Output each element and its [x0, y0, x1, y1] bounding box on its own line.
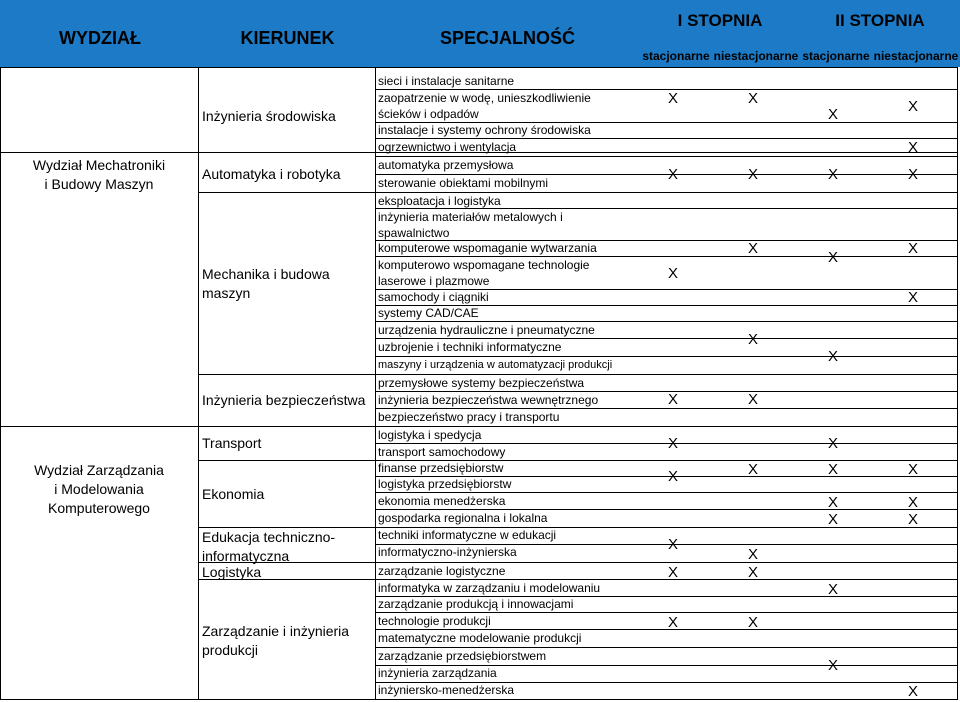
check-mark: X [827, 461, 838, 478]
row-separator [375, 138, 958, 139]
header-stopien-2: II STOPNIA [835, 11, 925, 30]
faculty-cell [0, 461, 198, 518]
row-separator [375, 305, 958, 306]
specialty-line: instalacje i systemy ochrony środowiska [378, 123, 591, 137]
specialty-line: informatyka w zarządzaniu i modelowaniu [378, 581, 601, 595]
direction-name: Ekonomia [202, 486, 265, 502]
header-kierunek: KIERUNEK [240, 28, 335, 48]
row-separator [375, 356, 958, 357]
direction-name: informatyczna [202, 548, 290, 564]
row-separator [0, 152, 958, 153]
check-mark: X [907, 461, 918, 478]
specialty-line: automatyka przemysłowa [378, 158, 514, 172]
row-separator [375, 612, 958, 613]
specialty-line: transport samochodowy [378, 445, 506, 459]
table-header [0, 0, 960, 67]
direction-cell [202, 391, 365, 410]
row-separator [375, 240, 958, 241]
specialty-line: maszyny i urządzenia w automatyzacji produkcji [378, 359, 613, 371]
specialty-line: techniki informatyczne w edukacji [378, 528, 557, 542]
specialty-line: eksploatacja i logistyka [378, 194, 501, 208]
check-mark: X [747, 564, 758, 581]
specialty-line: technologie produkcji [378, 614, 491, 628]
check-mark: X [747, 614, 758, 631]
specialty-line: uzbrojenie i techniki informatyczne [378, 340, 562, 354]
check-mark: X [907, 98, 918, 115]
check-mark: X [827, 166, 838, 183]
direction-cell [202, 165, 341, 184]
check-mark: X [827, 348, 838, 365]
row-separator [198, 562, 958, 563]
specialty-line: spawalnictwo [378, 226, 450, 240]
row-separator [198, 192, 958, 193]
faculty-name-line: Wydział Mechatroniki [32, 157, 166, 173]
check-mark: X [667, 90, 678, 107]
check-mark: X [747, 461, 758, 478]
check-mark: X [667, 435, 678, 452]
row-separator [375, 509, 958, 510]
check-mark: X [667, 391, 678, 408]
check-mark: X [747, 240, 758, 257]
specialty-line: inżynieria zarządzania [378, 666, 497, 680]
check-mark: X [747, 331, 758, 348]
header-stac-1: stacjonarne [642, 49, 710, 63]
row-separator [375, 321, 958, 322]
row-separator [198, 460, 958, 461]
check-mark: X [907, 511, 918, 528]
check-mark: X [667, 564, 678, 581]
direction-name: maszyn [202, 285, 251, 301]
specialty-line: ścieków i odpadów [378, 107, 479, 121]
specialty-line: zarządzanie przedsiębiorstwem [378, 649, 547, 663]
direction-name: Zarządzanie i inżynieria [202, 623, 350, 639]
direction-name: Inżynieria bezpieczeństwa [202, 392, 366, 408]
row-separator [375, 682, 958, 683]
specialty-line: komputerowe wspomaganie wytwarzania [378, 241, 597, 255]
row-separator [375, 89, 958, 90]
column-separator [198, 67, 199, 700]
check-mark: X [907, 494, 918, 511]
check-mark: X [667, 468, 678, 485]
check-mark: X [827, 511, 838, 528]
check-mark: X [827, 494, 838, 511]
row-separator [375, 289, 958, 290]
specialty-line: zarządzanie logistyczne [378, 564, 506, 578]
column-separator [375, 67, 376, 700]
specialty-line: ogrzewnictwo i wentylacja [378, 140, 517, 154]
specialty-line: inżynieria bezpieczeństwa wewnętrznego [378, 393, 599, 407]
row-separator [375, 338, 958, 339]
check-mark: X [827, 657, 838, 674]
faculty-cell [0, 156, 198, 194]
specialty-line: urządzenia hydrauliczne i pneumatyczne [378, 323, 595, 337]
header-specjalnosc: SPECJALNOŚĆ [439, 28, 576, 48]
row-separator [198, 579, 958, 580]
check-mark: X [747, 166, 758, 183]
direction-cell [202, 265, 330, 303]
specialty-line: komputerowo wspomagane technologie [378, 258, 590, 272]
specialty-line: sieci i instalacje sanitarne [378, 74, 515, 88]
row-separator [198, 527, 958, 528]
check-mark: X [667, 536, 678, 553]
specialty-line: informatyczno-inżynierska [378, 545, 517, 559]
header-niestac-2: niestacjonarne [873, 49, 959, 63]
direction-name: Mechanika i budowa [202, 266, 330, 282]
specialty-line: logistyka i spedycja [378, 428, 482, 442]
specialty-line: bezpieczeństwo pracy i transportu [378, 410, 560, 424]
specialty-line: zarządzanie produkcją i innowacjami [378, 597, 574, 611]
direction-cell [202, 434, 261, 453]
direction-name: Automatyka i robotyka [202, 166, 341, 182]
row-separator [198, 374, 958, 375]
header-stac-2: stacjonarne [802, 49, 870, 63]
check-mark: X [827, 106, 838, 123]
direction-cell [202, 107, 336, 126]
row-separator [375, 122, 958, 123]
direction-name: Inżynieria środowiska [202, 108, 336, 124]
specialty-line: matematyczne modelowanie produkcji [378, 631, 582, 645]
row-separator [375, 665, 958, 666]
check-mark: X [667, 166, 678, 183]
row-separator [375, 156, 958, 157]
header-niestac-1: niestacjonarne [713, 49, 799, 63]
row-separator [375, 596, 958, 597]
row-separator [375, 492, 958, 493]
faculty-name-line: Komputerowego [48, 500, 150, 516]
check-mark: X [747, 391, 758, 408]
direction-cell [202, 622, 349, 660]
faculty-name-line: i Budowy Maszyn [44, 176, 154, 192]
row-separator [375, 208, 958, 209]
specialty-line: gospodarka regionalna i lokalna [378, 511, 548, 525]
faculty-name-line: i Modelowania [54, 481, 144, 497]
check-mark: X [827, 249, 838, 266]
specialty-line: zaopatrzenie w wodę, unieszkodliwienie [378, 91, 591, 105]
check-mark: X [827, 435, 838, 452]
header-stopien-1: I STOPNIA [677, 11, 763, 30]
specialty-line: laserowe i plazmowe [378, 274, 490, 288]
check-mark: X [667, 614, 678, 631]
specialty-line: finanse przedsiębiorstw [378, 461, 504, 475]
direction-name: Edukacja techniczno- [202, 529, 336, 545]
check-mark: X [827, 581, 838, 598]
faculty-name-line: Wydział Zarządzania [34, 462, 164, 478]
check-mark: X [907, 166, 918, 183]
specialty-line: inżynieria materiałów metalowych i [378, 210, 563, 224]
check-mark: X [747, 546, 758, 563]
check-mark: X [667, 265, 678, 282]
check-mark: X [907, 289, 918, 306]
row-separator [375, 408, 958, 409]
direction-cell [202, 485, 264, 504]
specialty-line: sterowanie obiektami mobilnymi [378, 176, 549, 190]
check-mark: X [907, 240, 918, 257]
header-wydzial: WYDZIAŁ [59, 28, 141, 48]
row-separator [0, 426, 958, 427]
specialty-line: systemy CAD/CAE [378, 306, 479, 320]
check-mark: X [907, 683, 918, 700]
direction-cell [202, 528, 335, 566]
specialty-line: przemysłowe systemy bezpieczeństwa [378, 376, 585, 390]
specialty-line: samochody i ciągniki [378, 290, 489, 304]
specialty-line: inżyniersko-menedżerska [378, 683, 515, 697]
specialty-line: logistyka przedsiębiorstw [378, 477, 512, 491]
specialty-line: ekonomia menedżerska [378, 494, 506, 508]
check-mark: X [907, 139, 918, 156]
check-mark: X [747, 90, 758, 107]
row-separator [375, 256, 958, 257]
row-separator [375, 647, 958, 648]
direction-name: Transport [202, 435, 262, 451]
direction-name: produkcji [202, 642, 259, 658]
direction-name: Logistyka [202, 564, 262, 580]
